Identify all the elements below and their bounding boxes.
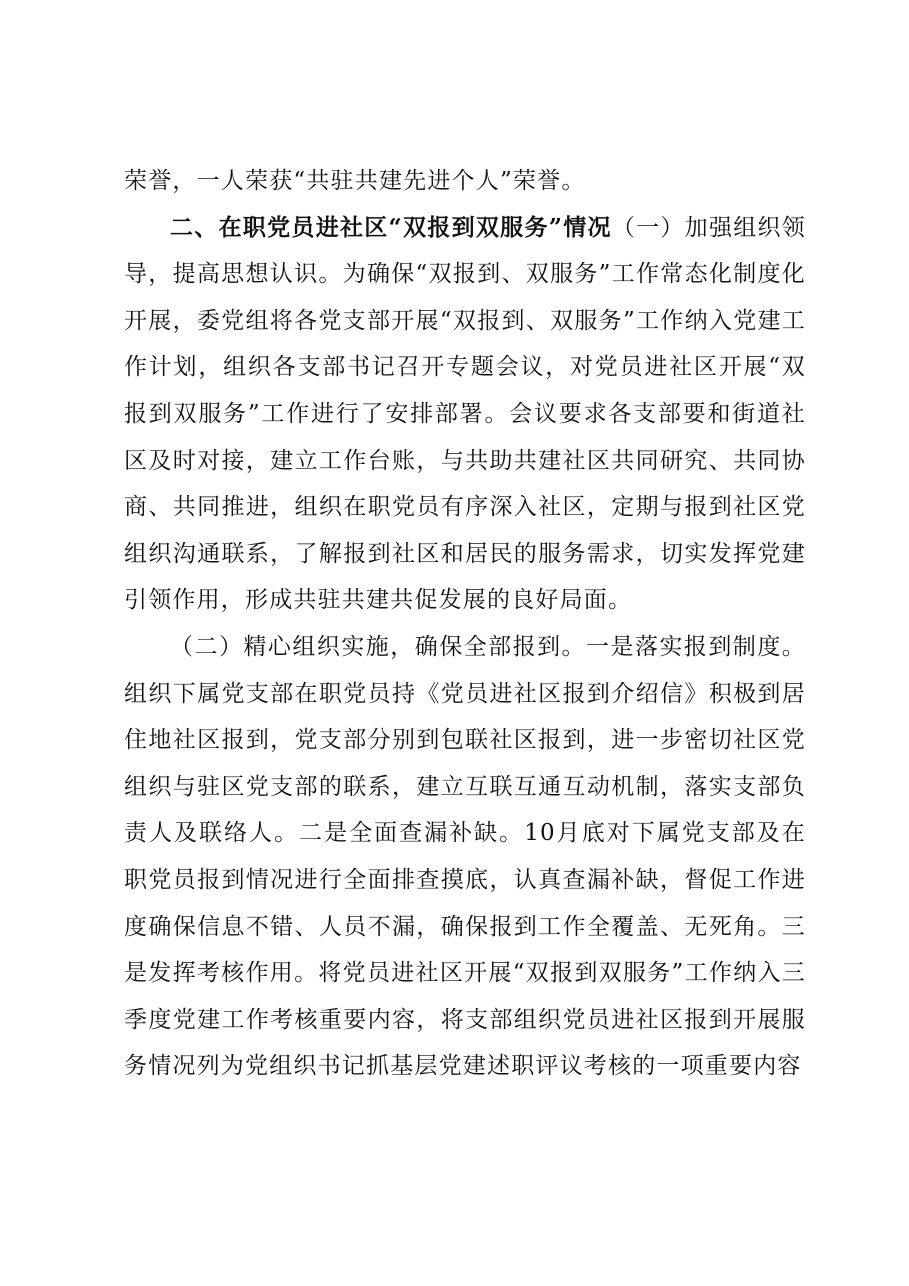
section-heading: 二、在职党员进社区“双报到双服务”情况 <box>170 213 612 241</box>
body-text <box>124 158 806 1090</box>
paragraph-subsection-two: （二）精心组织实施，确保全部报到。一是落实报到制度。组织下属党支部在职党员持《党员进社区报到介绍信》积极到居住地社区报到，党支部分别到包联社区报到，进一步密切社区党组织与驻区党支部的联系，建立互联互通互动机制，落实支部负责人及联络人。二是全面查漏补缺。10月底对下属党支部及在职党员报到情况进行全面排查摸底，认真查漏补缺，督促工作进度确保信息不错、人员不漏，确保报到工作全覆盖、无死角。三是发挥考核作用。将党员进社区开展“双报到双服务”工作纳入三季度党建工作考核重要内容，将支部组织党员进社区报到开展服务情况列为党组织书记抓基层党建述职评议考核的一项重要内容 <box>124 633 806 1080</box>
paragraph-continuation: 荣誉，一人荣获“共驻共建先进个人”荣誉。 <box>124 168 586 194</box>
paragraph-section-two-text: （一）加强组织领导，提高思想认识。为确保“双报到、双服务”工作常态化制度化开展，委党组将各党支部开展“双报到、双服务”工作纳入党建工作计划，组织各支部书记召开专题会议，对党员进社区开展“双报到双服务”工作进行了安排部署。会议要求各支部要和街道社区及时对接，建立工作台账，与共助共建社区共同研究、共同协商、共同推进，组织在职党员有序深入社区，定期与报到社区党组织沟通联系，了解报到社区和居民的服务需求，切实发挥党建引领作用，形成共驻共建共促发展的良好局面。 <box>124 214 806 614</box>
paragraph-section-two <box>124 205 806 624</box>
